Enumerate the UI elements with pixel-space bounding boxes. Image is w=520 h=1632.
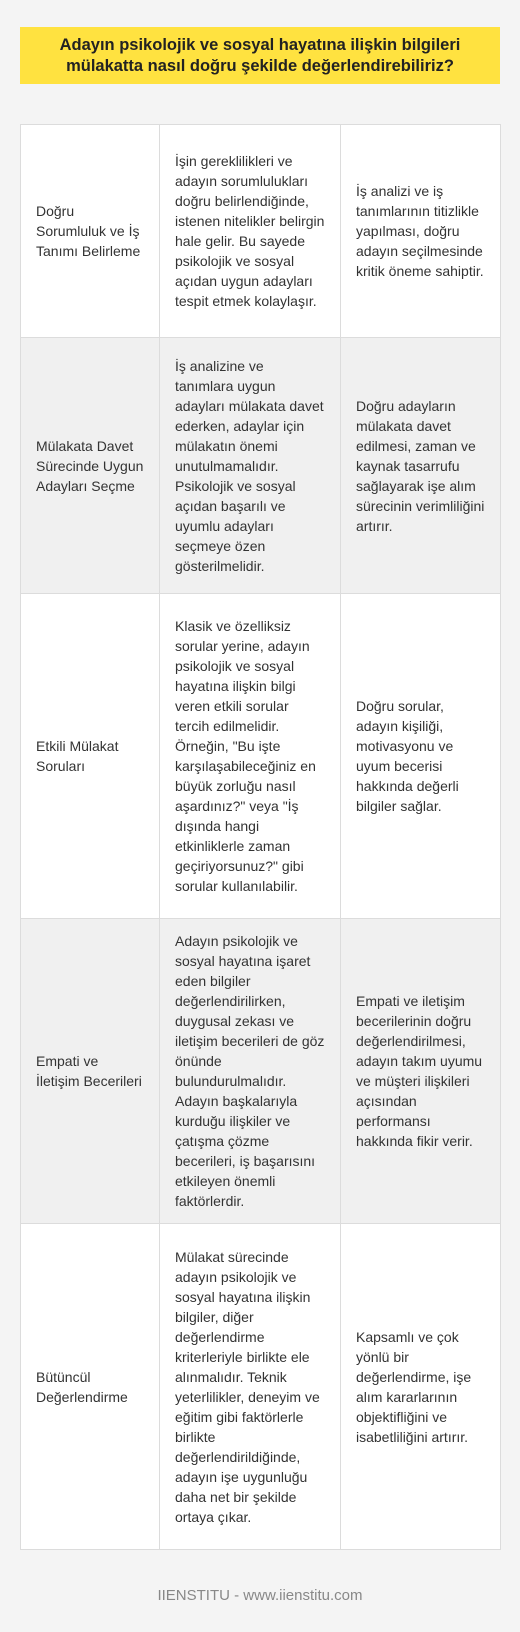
- topic-cell: Bütüncül Değerlendirme: [21, 1224, 160, 1550]
- description-cell: Klasik ve özelliksiz sorular yerine, adayın psikolojik ve sosyal hayatına ilişkin bilgi veren etkili sorular tercih edilmelidir. Örneğin, "Bu işte karşılaşabileceğiniz en büyük zorluğu nasıl aşardınız?" veya "İş dışında hangi etkinliklerle zaman geçiriyorsunuz?" gibi sorular kullanılabilir.: [160, 594, 341, 919]
- title-banner: [20, 27, 500, 84]
- benefit-cell: Doğru sorular, adayın kişiliği, motivasyonu ve uyum becerisi hakkında değerli bilgiler sağlar.: [341, 594, 501, 919]
- description-cell: İş analizine ve tanımlara uygun adayları mülakata davet ederken, adaylar için mülakatın önemi unutulmamalıdır. Psikolojik ve sosyal açıdan başarılı ve uyumlu adayları seçmeye özen gösterilmelidir.: [160, 338, 341, 594]
- info-table: [20, 124, 501, 1550]
- table-row: [21, 594, 501, 919]
- table-row: [21, 919, 501, 1224]
- description-cell: Adayın psikolojik ve sosyal hayatına işaret eden bilgiler değerlendirilirken, duygusal zekası ve iletişim becerileri de göz önünde bulundurulmalıdır. Adayın başkalarıyla kurduğu ilişkiler ve çatışma çözme becerileri, iş başarısını etkileyen önemli faktörlerdir.: [160, 919, 341, 1224]
- page-title: Adayın psikolojik ve sosyal hayatına ilişkin bilgileri mülakatta nasıl doğru şekilde değerlendirebiliriz?: [59, 35, 461, 75]
- table-row: [21, 338, 501, 594]
- footer-credit: IIENSTITU - www.iienstitu.com: [157, 1587, 363, 1604]
- benefit-cell: İş analizi ve iş tanımlarının titizlikle yapılması, doğru adayın seçilmesinde kritik öneme sahiptir.: [341, 125, 501, 338]
- benefit-cell: Kapsamlı ve çok yönlü bir değerlendirme, işe alım kararlarının objektifliğini ve isabetliliğini artırır.: [341, 1224, 501, 1550]
- benefit-cell: Doğru adayların mülakata davet edilmesi, zaman ve kaynak tasarrufu sağlayarak işe alım sürecinin verimliliğini artırır.: [341, 338, 501, 594]
- description-cell: Mülakat sürecinde adayın psikolojik ve sosyal hayatına ilişkin bilgiler, diğer değerlendirme kriterleriyle birlikte ele alınmalıdır. Teknik yeterlilikler, deneyim ve eğitim gibi faktörlerle birlikte değerlendirildiğinde, adayın işe uygunluğu daha net bir şekilde ortaya çıkar.: [160, 1224, 341, 1550]
- description-cell: İşin gereklilikleri ve adayın sorumlulukları doğru belirlendiğinde, istenen nitelikler belirgin hale gelir. Bu sayede psikolojik ve sosyal açıdan uygun adayları tespit etmek kolaylaşır.: [160, 125, 341, 338]
- table-row: [21, 1224, 501, 1550]
- topic-cell: Etkili Mülakat Soruları: [21, 594, 160, 919]
- topic-cell: Mülakata Davet Sürecinde Uygun Adayları Seçme: [21, 338, 160, 594]
- benefit-cell: Empati ve iletişim becerilerinin doğru değerlendirilmesi, adayın takım uyumu ve müşteri ilişkileri açısından performansı hakkında fikir verir.: [341, 919, 501, 1224]
- topic-cell: Doğru Sorumluluk ve İş Tanımı Belirleme: [21, 125, 160, 338]
- table-row: [21, 125, 501, 338]
- topic-cell: Empati ve İletişim Becerileri: [21, 919, 160, 1224]
